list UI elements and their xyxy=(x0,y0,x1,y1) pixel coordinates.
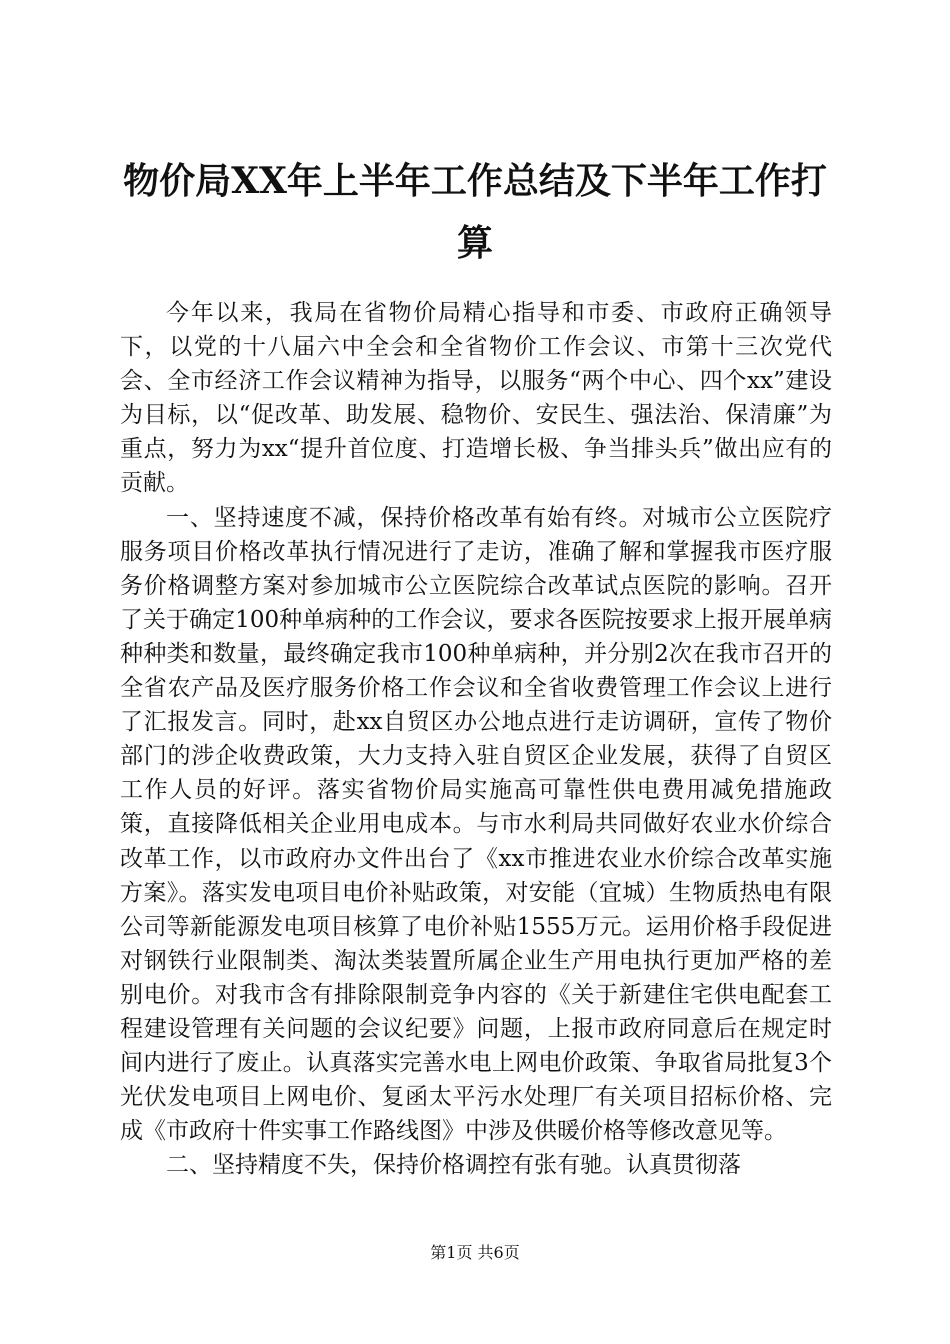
paragraph-intro: 今年以来，我局在省物价局精心指导和市委、市政府正确领导下，以党的十八届六中全会和全省物价工作会议、市第十三次党代会、全市经济工作会议精神为指导，以服务“两个中心、四个xx”建设为目标，以“促改革、助发展、稳物价、安民生、强法治、保清廉”为重点，努力为xx“提升首位度、打造增长极、争当排头兵”做出应有的贡献。 xyxy=(120,300,832,497)
page-number-label: 第1页 共6页 xyxy=(430,1243,520,1262)
paragraph-section-1: 一、坚持速度不减，保持价格改革有始有终。对城市公立医院疗服务项目价格改革执行情况进行了走访，准确了解和掌握我市医疗服务价格调整方案对参加城市公立医院综合改革试点医院的影响。召开了关于确定100种单病种的工作会议，要求各医院按要求上报开展单病种种类和数量，最终确定我市100种单病种，并分别2次在我市召开的全省农产品及医疗服务价格工作会议和全省收费管理工作会议上进行了汇报发言。同时，赴xx自贸区办公地点进行走访调研，宣传了物价部门的涉企收费政策，大力支持入驻自贸区企业发展，获得了自贸区工作人员的好评。落实省物价局实施高可靠性供电费用减免措施政策，直接降低相关企业用电成本。与市水利局共同做好农业水价综合改革工作，以市政府办文件出台了《xx市推进农业水价综合改革实施方案》。落实发电项目电价补贴政策，对安能（宜城）生物质热电有限公司等新能源发电项目核算了电价补贴1555万元。运用价格手段促进对钢铁行业限制类、淘汰类装置所属企业生产用电执行更加严格的差别电价。对我市含有排除限制竞争内容的《关于新建住宅供电配套工程建设管理有关问题的会议纪要》问题，上报市政府同意后在规定时间内进行了废止。认真落实完善水电上网电价政策、争取省局批复3个光伏发电项目上网电价、复函太平污水处理厂有关项目招标价格、完成《市政府十件实事工作路线图》中涉及供暖价格等修改意见等。 xyxy=(120,504,832,1145)
paragraph-section-2: 二、坚持精度不失，保持价格调控有张有驰。认真贯彻落 xyxy=(166,1152,741,1179)
document-body xyxy=(120,296,832,1182)
document-title: 物价局XX年上半年工作总结及下半年工作打算 xyxy=(123,160,827,264)
page-footer xyxy=(0,1243,950,1263)
